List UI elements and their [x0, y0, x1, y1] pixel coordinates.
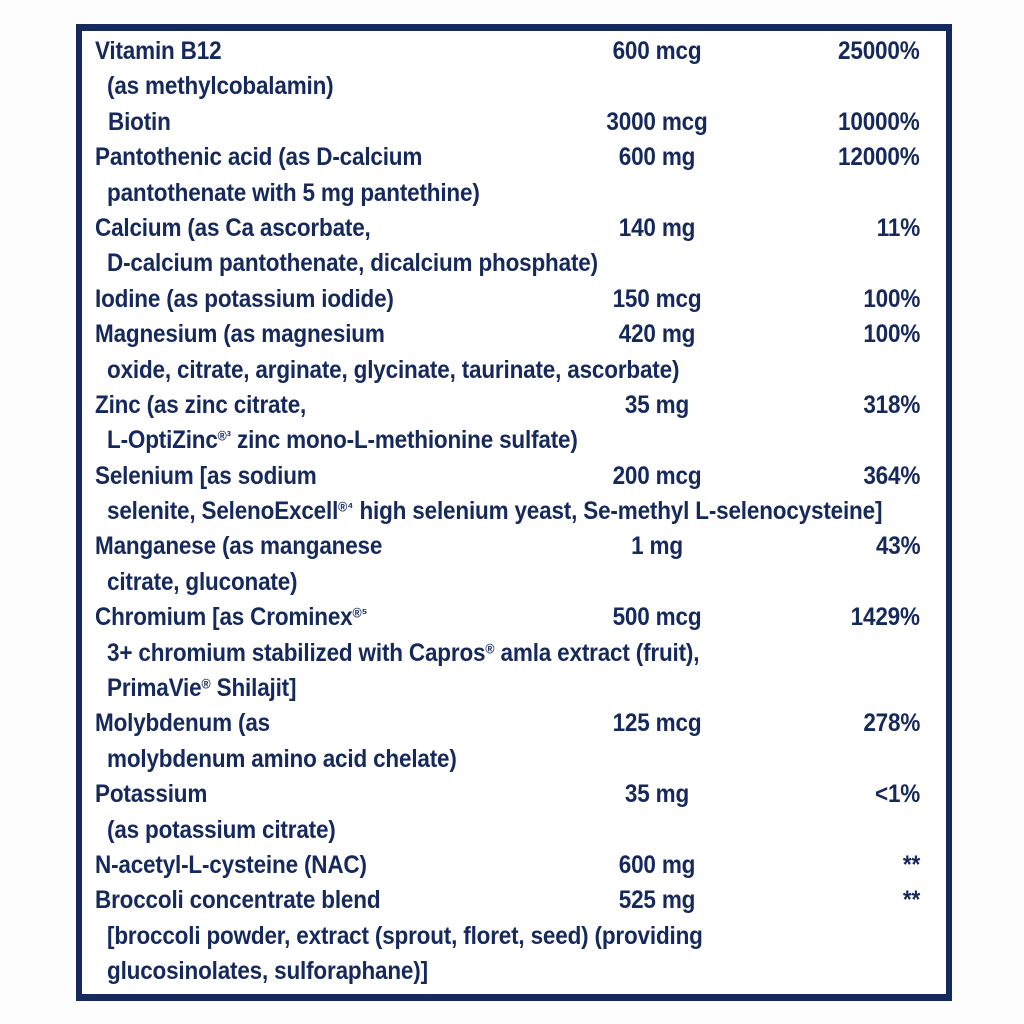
nutrient-row	[82, 529, 946, 600]
nutrient-name-continuation	[82, 353, 946, 388]
nutrient-name-text: Potassium	[95, 780, 208, 809]
nutrient-name-line	[82, 282, 946, 317]
nutrient-name-line	[82, 883, 946, 918]
nutrient-name-continuation	[82, 742, 946, 777]
nutrient-name-line	[82, 211, 946, 246]
nutrient-name-text: Calcium (as Ca ascorbate,	[95, 213, 371, 242]
nutrient-name-text: glucosinolates, sulforaphane)]	[107, 957, 428, 986]
nutrient-row	[82, 883, 946, 989]
nutrient-name-line	[82, 317, 946, 352]
amount-value: 420 mg	[618, 320, 696, 349]
nutrient-name-line	[82, 105, 946, 140]
nutrient-name-line	[82, 848, 946, 883]
daily-value: 100%	[863, 284, 920, 313]
nutrient-name-line	[82, 706, 946, 741]
amount-value: 150 mcg	[612, 284, 702, 313]
amount-value: 500 mcg	[612, 603, 702, 632]
supplement-facts-panel	[76, 24, 952, 1001]
nutrient-name-text: Magnesium (as magnesium	[95, 320, 385, 349]
nutrient-name-line	[82, 34, 946, 69]
nutrient-name-text: Broccoli concentrate blend	[95, 886, 381, 915]
nutrient-row	[82, 777, 946, 848]
nutrient-name-text: Manganese (as manganese	[95, 532, 383, 561]
nutrient-name-text: Biotin	[108, 107, 171, 136]
daily-value: 25000%	[838, 37, 920, 65]
nutrient-name-text: L-OptiZinc$^{®^3}$ zinc mono-L-methionine sulfate)	[107, 426, 578, 455]
nutrient-row	[82, 140, 946, 211]
amount-value: 600 mg	[618, 850, 696, 879]
daily-value: 12000%	[838, 143, 920, 172]
nutrient-name-continuation	[82, 919, 946, 954]
amount-value: 600 mcg	[612, 37, 702, 65]
nutrient-name-text: Vitamin B12	[95, 37, 222, 65]
amount-value: 35 mg	[624, 390, 690, 419]
nutrient-name-text: Chromium [as Crominex$^{®^5}$	[95, 603, 368, 632]
nutrient-name-text: Pantothenic acid (as D-calcium	[95, 143, 423, 172]
nutrient-name-continuation	[82, 69, 946, 104]
daily-value: 11%	[876, 213, 920, 242]
nutrient-name-continuation	[82, 494, 946, 529]
nutrient-row	[82, 105, 946, 140]
amount-value: 140 mg	[618, 213, 696, 242]
nutrient-name-text: Selenium [as sodium	[95, 461, 317, 490]
nutrient-row	[82, 282, 946, 317]
nutrient-row	[82, 211, 946, 282]
daily-value: 1429%	[850, 603, 920, 632]
nutrient-name-text: selenite, SelenoExcell$^{®^4}$ high selenium yeast, Se-methyl L-selenocysteine]	[107, 497, 883, 526]
nutrient-name-text: [broccoli powder, extract (sprout, floret, seed) (providing	[107, 921, 703, 950]
nutrient-name-text: 3+ chromium stabilized with Capros® amla extract (fruit),	[107, 638, 700, 667]
nutrient-name-text: citrate, gluconate)	[107, 567, 298, 596]
nutrient-name-text: Molybdenum (as	[95, 709, 271, 738]
nutrient-name-text: Iodine (as potassium iodide)	[95, 284, 394, 313]
daily-value: **	[902, 886, 920, 915]
daily-value: 100%	[863, 320, 920, 349]
nutrient-name-line	[82, 459, 946, 494]
daily-value: **	[902, 850, 920, 879]
amount-value: 600 mg	[618, 143, 696, 172]
nutrient-name-text: (as potassium citrate)	[107, 815, 336, 844]
nutrient-name-text: N-acetyl-L-cysteine (NAC)	[95, 850, 367, 879]
nutrient-name-continuation	[82, 423, 946, 458]
nutrient-name-continuation	[82, 246, 946, 281]
nutrient-row	[82, 706, 946, 777]
nutrient-name-continuation	[82, 813, 946, 848]
nutrient-name-line	[82, 600, 946, 635]
nutrient-row	[82, 459, 946, 530]
nutrient-name-continuation	[82, 671, 946, 706]
nutrient-name-continuation	[82, 636, 946, 671]
daily-value: 278%	[863, 709, 920, 738]
nutrient-name-continuation	[82, 565, 946, 600]
daily-value: 318%	[863, 390, 920, 419]
nutrient-row	[82, 388, 946, 459]
nutrient-name-text: molybdenum amino acid chelate)	[107, 744, 457, 773]
nutrient-name-line	[82, 140, 946, 175]
nutrient-row	[82, 848, 946, 883]
nutrient-name-line	[82, 388, 946, 423]
nutrient-name-text: PrimaVie® Shilajit]	[107, 674, 297, 703]
daily-value: 364%	[863, 461, 920, 490]
nutrient-row	[82, 34, 946, 105]
nutrient-row	[82, 600, 946, 706]
amount-value: 35 mg	[624, 780, 690, 809]
nutrient-name-line	[82, 777, 946, 812]
nutrient-name-text: Zinc (as zinc citrate,	[95, 390, 307, 419]
nutrient-row	[82, 317, 946, 388]
daily-value: 43%	[875, 532, 920, 561]
nutrient-name-text: D-calcium pantothenate, dicalcium phosphate)	[107, 249, 598, 278]
amount-value: 525 mg	[618, 886, 696, 915]
daily-value: <1%	[874, 780, 920, 809]
amount-value: 125 mcg	[612, 709, 702, 738]
amount-value: 200 mcg	[612, 461, 702, 490]
daily-value: 10000%	[838, 107, 920, 136]
nutrient-name-continuation	[82, 176, 946, 211]
nutrient-name-text: (as methylcobalamin)	[107, 72, 334, 101]
nutrient-name-text: oxide, citrate, arginate, glycinate, taurinate, ascorbate)	[107, 355, 680, 384]
amount-value: 3000 mcg	[606, 107, 708, 136]
nutrient-name-line	[82, 529, 946, 564]
amount-value: 1 mg	[631, 532, 683, 561]
nutrient-name-continuation	[82, 954, 946, 989]
nutrient-name-text: pantothenate with 5 mg pantethine)	[107, 178, 480, 207]
